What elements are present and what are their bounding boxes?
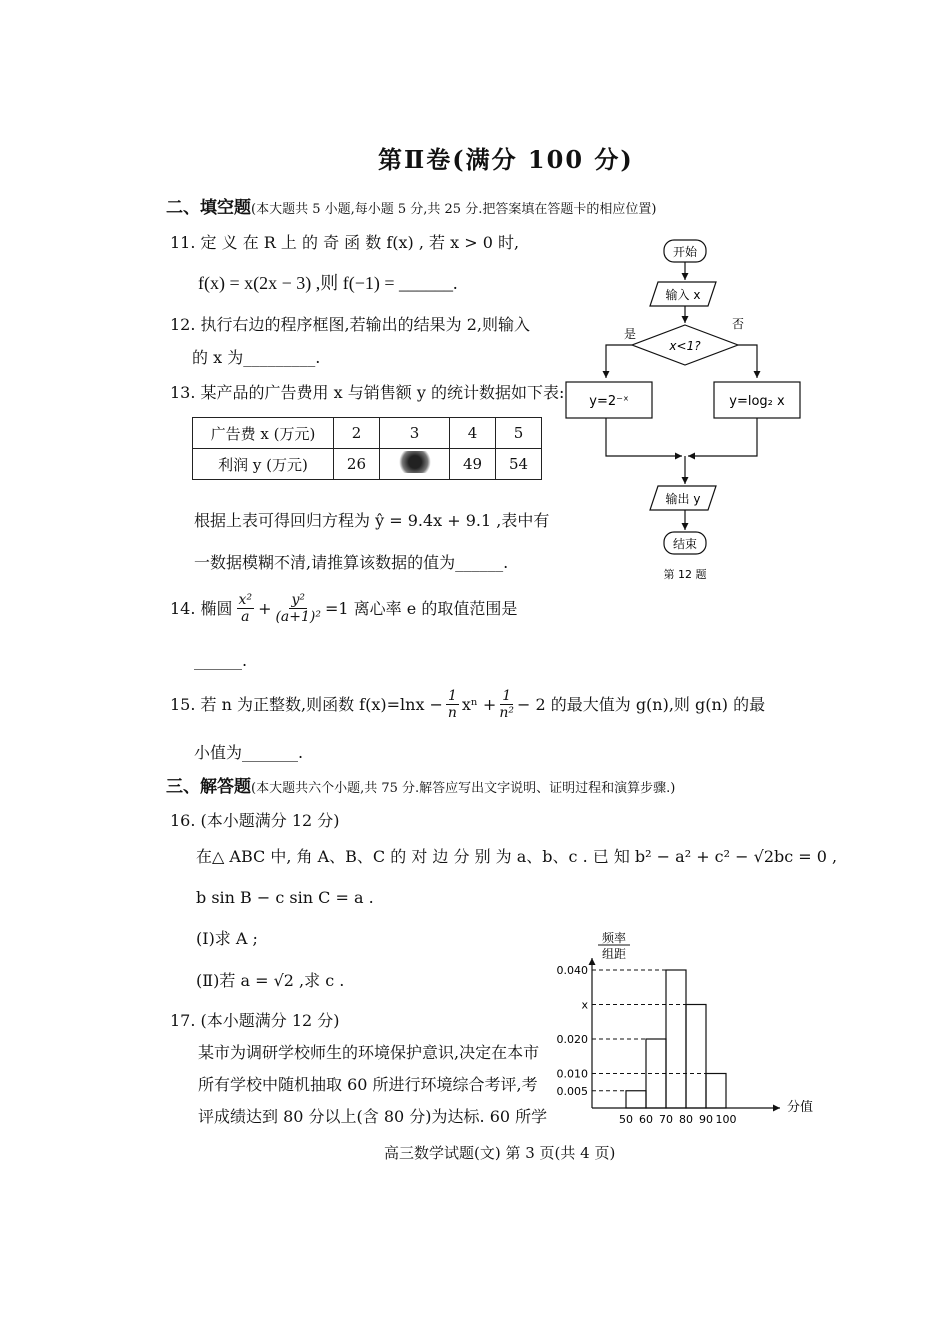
- fc-right: y=log₂ x: [729, 394, 785, 409]
- table-cell: 2: [334, 418, 380, 449]
- frac-den: a: [241, 609, 250, 625]
- fc-output: 输出 y: [665, 492, 701, 506]
- hist-ytick-label: x: [581, 998, 588, 1012]
- fc-start: 开始: [672, 245, 698, 259]
- hist-bar: [686, 1005, 706, 1109]
- section-2-note: (本大题共 5 小题,每小题 5 分,共 25 分.把答案填在答题卡的相应位置): [251, 202, 657, 217]
- fc-input: 输入 x: [665, 288, 701, 302]
- hist-ytick-label: 0.010: [556, 1067, 588, 1081]
- fc-caption: 第 12 题: [663, 568, 707, 581]
- q16-part1: (Ⅰ)求 A ;: [196, 929, 258, 948]
- q17-line1: 某市为调研学校师生的环境保护意识,决定在本市: [198, 1043, 540, 1062]
- q14-prefix: 14. 椭圆: [170, 598, 233, 618]
- q11-line2: f(x) = x(2x − 3) ,则 f(−1) = ______.: [198, 273, 458, 293]
- frac-den: n: [447, 705, 457, 721]
- hist-ytick-label: 0.020: [556, 1033, 588, 1046]
- frac-den: n²: [499, 705, 514, 721]
- q14-frac1: [237, 592, 255, 625]
- section-3-note: (本大题共六个小题,共 75 分.解答应写出文字说明、证明过程和演算步骤.): [251, 781, 676, 796]
- hist-xtick-label: 100: [715, 1113, 737, 1126]
- hist-ylabel-num: 频率: [601, 931, 627, 945]
- table-cell: 广告费 x (万元): [193, 418, 334, 449]
- q17-line3: 评成绩达到 80 分以上(含 80 分)为达标. 60 所学: [198, 1107, 548, 1126]
- q14-frac2: [275, 592, 321, 625]
- q14-line2: ______.: [194, 651, 248, 670]
- table-cell: 54: [496, 449, 542, 480]
- hist-xtick-label: 80: [679, 1113, 693, 1126]
- q16-part2: (Ⅱ)若 a = √2 ,求 c .: [196, 971, 345, 990]
- blur-smudge: [397, 451, 433, 473]
- q14-line1: [170, 592, 517, 625]
- q13-line3: 一数据模糊不清,请推算该数据的值为______.: [194, 553, 509, 572]
- table-cell: 4: [450, 418, 496, 449]
- q17-line2: 所有学校中随机抽取 60 所进行环境综合考评,考: [198, 1075, 538, 1094]
- hist-xlabel: 分值: [786, 1100, 814, 1115]
- hist-ylabel-den: 组距: [601, 947, 627, 961]
- table-row: [193, 449, 542, 480]
- hist-xtick-label: 90: [699, 1113, 713, 1126]
- section-2-heading: [166, 193, 656, 218]
- q16-header: 16. (本小题满分 12 分): [170, 811, 340, 830]
- section-3-heading: [166, 772, 675, 797]
- flowchart: [560, 230, 820, 590]
- hist-xtick-label: 70: [659, 1113, 673, 1126]
- q15-frac2: [499, 688, 514, 721]
- table-cell: 26: [334, 449, 380, 480]
- q16-line1: 在△ ABC 中, 角 A、B、C 的 对 边 分 别 为 a、b、c . 已 知 b² − a² + c² − √2bc = 0 ,: [196, 847, 838, 866]
- hist-xtick-label: 60: [639, 1113, 653, 1126]
- table-cell: 利润 y (万元): [193, 449, 334, 480]
- hist-ytick-label: 0.005: [556, 1084, 588, 1098]
- table-cell: 3: [379, 418, 449, 449]
- q15-prefix: 15. 若 n 为正整数,则函数 f(x)=lnx −: [170, 694, 443, 714]
- section-3-title: 三、解答题: [166, 777, 251, 797]
- q12-line2: 的 x 为_________.: [192, 348, 321, 367]
- page-title: 第Ⅱ卷(满分 100 分): [378, 145, 634, 174]
- frac-num: y²: [291, 592, 305, 608]
- page-footer: 高三数学试题(文) 第 3 页(共 4 页): [384, 1144, 616, 1162]
- histogram: [548, 928, 838, 1128]
- frac-num: x²: [238, 592, 253, 608]
- blurred-cell: [379, 449, 449, 480]
- q11-line1: 11. 定 义 在 R 上 的 奇 函 数 f(x) , 若 x > 0 时,: [170, 233, 520, 252]
- hist-xtick-label: 50: [619, 1113, 633, 1126]
- hist-bar: [706, 1074, 726, 1109]
- hist-ytick-label: 0.040: [556, 964, 588, 977]
- q15-suffix: − 2 的最大值为 g(n),则 g(n) 的最: [516, 694, 766, 714]
- q14-plus: +: [258, 598, 272, 618]
- fc-end: 结束: [672, 537, 698, 551]
- q16-line2: b sin B − c sin C = a .: [196, 888, 374, 907]
- q15-line1: [170, 688, 765, 721]
- fc-yes: 是: [623, 327, 637, 341]
- frac-num: 1: [502, 688, 512, 704]
- fc-condition: x<1?: [669, 339, 701, 353]
- table-cell: 5: [496, 418, 542, 449]
- hist-bar: [626, 1091, 646, 1108]
- q14-suffix: =1 离心率 e 的取值范围是: [325, 598, 518, 618]
- fc-no: 否: [731, 317, 745, 331]
- q15-frac1: [446, 688, 459, 721]
- q13-line2: 根据上表可得回归方程为 ŷ = 9.4x + 9.1 ,表中有: [194, 511, 550, 530]
- hist-bar: [666, 970, 686, 1108]
- q15-line2: 小值为_______.: [194, 743, 304, 762]
- q17-header: 17. (本小题满分 12 分): [170, 1011, 340, 1030]
- frac-den: (a+1)²: [275, 609, 321, 625]
- table-cell: 49: [450, 449, 496, 480]
- frac-num: 1: [447, 688, 457, 704]
- fc-left: y=2⁻ˣ: [589, 394, 629, 409]
- section-2-title: 二、填空题: [166, 198, 251, 218]
- q12-line1: 12. 执行右边的程序框图,若输出的结果为 2,则输入: [170, 315, 530, 334]
- q13-line1: 13. 某产品的广告费用 x 与销售额 y 的统计数据如下表:: [170, 383, 565, 402]
- table-row: [193, 418, 542, 449]
- q15-mid: xⁿ +: [461, 694, 497, 714]
- q13-table: [192, 417, 542, 480]
